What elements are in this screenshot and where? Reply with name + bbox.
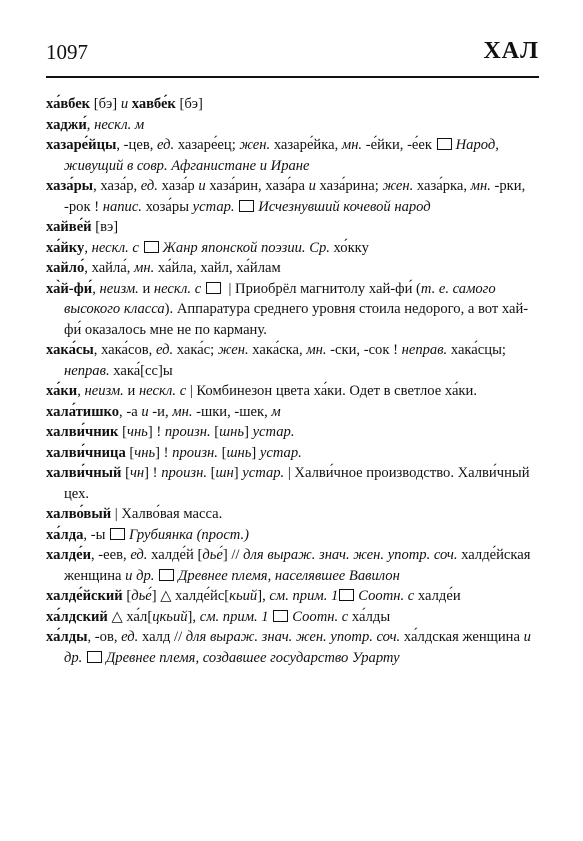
dictionary-entry: халви́чный [чн] ! произн. [шн] устар. | Халви́чное производство. Халви́чный цех. [46,465,530,502]
definition: Жанр японской поэзии. Ср. [162,239,330,256]
headword: ха̀й-фи́ [46,280,93,297]
dictionary-entry: хайло́, хайла́, мн. ха́йла, хайл, ха́йлам [46,260,281,276]
definition-box-icon [339,589,354,601]
definition-box-icon [239,200,254,212]
headword: халде́йский [46,588,123,604]
definition-box-icon [87,651,102,663]
header-rule [46,76,539,78]
definition-box-icon [159,569,174,581]
headword: ха́лды [46,629,88,645]
dictionary-entry: ха́ки, неизм. и нескл. с | Комбинезон цвета ха́ки. Одет в светлое ха́ки. [46,383,477,399]
headword: ха́лдский [46,608,108,625]
headword: халви́чница [46,444,126,461]
dictionary-entry: ха́йку, нескл. с Жанр японской поэзии. Ср. хо́кку [46,239,369,256]
headword: хайве́й [46,219,92,235]
dictionary-entry: халде́и, -еев, ед. халде́й [дье́] // для выраж. знач. жен. употр. соч. халде́йская женщина и др. Древнее племя, населявшее Вавилон [46,547,531,584]
definition: Народ, живущий в совр. Афганистане и Иране [64,137,499,174]
headword: халде́и [46,547,91,563]
dictionary-column [46,94,539,668]
headword-variant: хавбе́к [128,96,176,112]
dictionary-entry: хаза́ры, хаза́р, ед. хаза́р и хаза́рин, хаза́ра и хаза́рина; жен. хаза́рка, мн. -рки, -рок ! напис. хоза́ры устар. Исчезнувший кочевой народ [46,178,526,215]
dictionary-entry: хака́сы, хака́сов, ед. хака́с; жен. хака́ска, мн. -ски, -сок ! неправ. хака́сцы; неправ. хака́[сс]ы [46,342,506,379]
definition-box-icon [144,241,159,253]
definition: Древнее племя, создавшее государство Урарту [105,649,400,666]
headword: ха́лда [46,526,84,543]
running-head-word: ХАЛ [483,38,539,64]
dictionary-entry: халви́чник [чнь] ! произн. [шнь] устар. [46,424,295,440]
headword: халво́вый [46,506,112,522]
dictionary-entry: халви́чница [чнь] ! произн. [шнь] устар. [46,444,302,461]
dictionary-entry: ха́вбек [бэ] и хавбе́к [бэ] [46,96,203,112]
headword: хала́тишко [46,403,120,420]
dictionary-entry: хаджи́, нескл. м [46,116,145,133]
dictionary-entry: ха̀й-фи́, неизм. и нескл. с | Приобрёл магнитолу хай-фи́ (т. е. самого высокого класса). Аппаратура среднего уровня стоила недорого, а вот хай-фи́ оказалось мне не по карману. [46,280,529,338]
dictionary-entry: халво́вый | Халво́вая масса. [46,506,223,522]
definition-box-icon [206,282,221,294]
dictionary-entry: хала́тишко, -а и -и, мн. -шки, -шек, м [46,403,281,420]
definition: Исчезнувший кочевой народ [258,198,431,215]
headword: ха́ки [46,383,78,399]
dictionary-entry: ха́лдский △ ха́л[цкьий], см. прим. 1 Соотн. с ха́лды [46,608,391,625]
headword: ха́йку [46,239,85,256]
definition-box-icon [437,138,452,150]
headword: хака́сы [46,342,94,358]
definition: Древнее племя, населявшее Вавилон [178,567,400,584]
headword: ха́вбек [46,96,91,112]
definition-box-icon [273,610,288,622]
dictionary-entry: хайве́й [вэ] [46,219,119,235]
dictionary-entry: ха́лды, -ов, ед. халд // для выраж. знач. жен. употр. соч. ха́лдская женщина и др. Древнее племя, создавшее государство Урарту [46,629,531,666]
page-number: 1097 [46,40,88,64]
dictionary-entry: халде́йский [дье́] △ халде́йс[кьий], см. прим. 1 Соотн. с халде́и [46,588,461,604]
headword: халви́чный [46,465,122,481]
dictionary-entry: ха́лда, -ы Грубиянка (прост.) [46,526,250,543]
headword: хаза́ры [46,178,94,194]
headword: хайло́ [46,260,85,276]
dictionary-entry: хазаре́йцы, -цев, ед. хазаре́ец; жен. хазаре́йка, мн. -е́йки, -е́ек Народ, живущий в совр. Афганистане и Иране [46,137,499,174]
headword: хаджи́ [46,116,87,133]
headword: хазаре́йцы [46,137,117,153]
page-header [46,38,539,78]
definition-box-icon [110,528,125,540]
definition: Грубиянка (прост.) [129,526,250,543]
headword: халви́чник [46,424,119,440]
